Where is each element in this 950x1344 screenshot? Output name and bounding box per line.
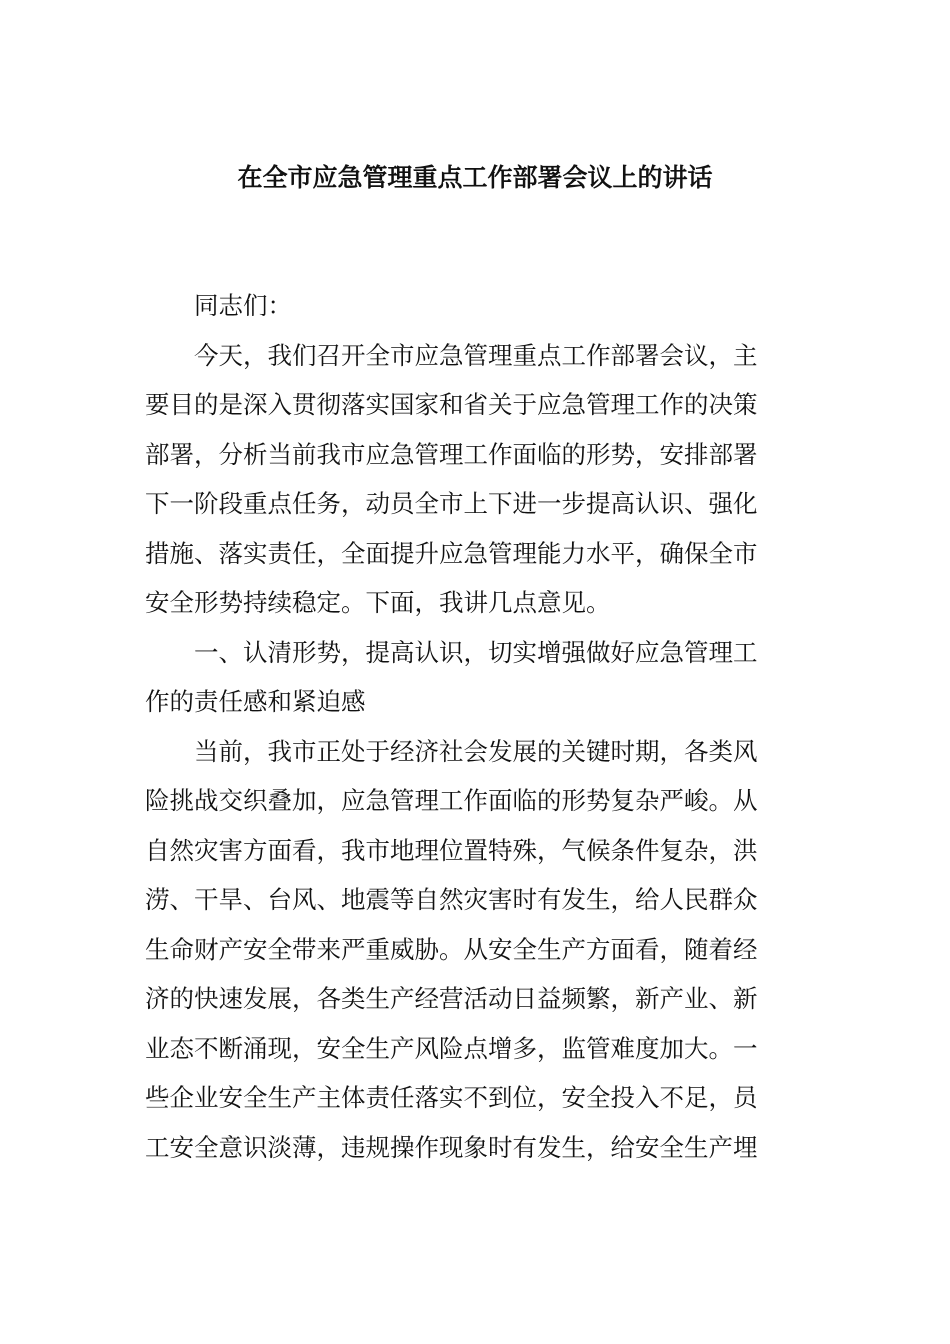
paragraph-line: 些企业安全生产主体责任落实不到位，安全投入不足，员 <box>145 1083 758 1112</box>
paragraph-line: 当前，我市正处于经济社会发展的关键时期，各类风 <box>194 736 758 766</box>
section-heading-line: 作的责任感和紧迫感 <box>145 687 366 716</box>
paragraph-line: 工安全意识淡薄，违规操作现象时有发生，给安全生产埋 <box>145 1132 758 1162</box>
paragraph-line: 下一阶段重点任务，动员全市上下进一步提高认识、强化 <box>145 489 758 518</box>
paragraph-line: 安全形势持续稳定。下面，我讲几点意见。 <box>145 588 611 617</box>
paragraph-line: 险挑战交织叠加，应急管理工作面临的形势复杂严峻。从 <box>145 786 758 815</box>
document-title: 在全市应急管理重点工作部署会议上的讲话 <box>237 163 713 192</box>
paragraph-line: 部署，分析当前我市应急管理工作面临的形势，安排部署 <box>145 439 758 469</box>
section-heading-line: 一、认清形势，提高认识，切实增强做好应急管理工 <box>194 637 758 667</box>
document-body <box>145 281 807 1172</box>
paragraph-line: 济的快速发展，各类生产经营活动日益频繁，新产业、新 <box>145 984 758 1013</box>
paragraph-line: 措施、落实责任，全面提升应急管理能力水平，确保全市 <box>145 538 758 568</box>
paragraph-line: 自然灾害方面看，我市地理位置特殊，气候条件复杂，洪 <box>145 835 758 865</box>
paragraph-line: 业态不断涌现，安全生产风险点增多，监管难度加大。一 <box>145 1033 758 1063</box>
paragraph-line: 生命财产安全带来严重威胁。从安全生产方面看，随着经 <box>145 934 758 964</box>
paragraph-line: 要目的是深入贯彻落实国家和省关于应急管理工作的决策 <box>145 390 758 419</box>
salutation-line: 同志们： <box>194 291 292 320</box>
paragraph-line: 今天，我们召开全市应急管理重点工作部署会议，主 <box>194 340 758 370</box>
paragraph-line: 涝、干旱、台风、地震等自然灾害时有发生，给人民群众 <box>145 885 758 914</box>
